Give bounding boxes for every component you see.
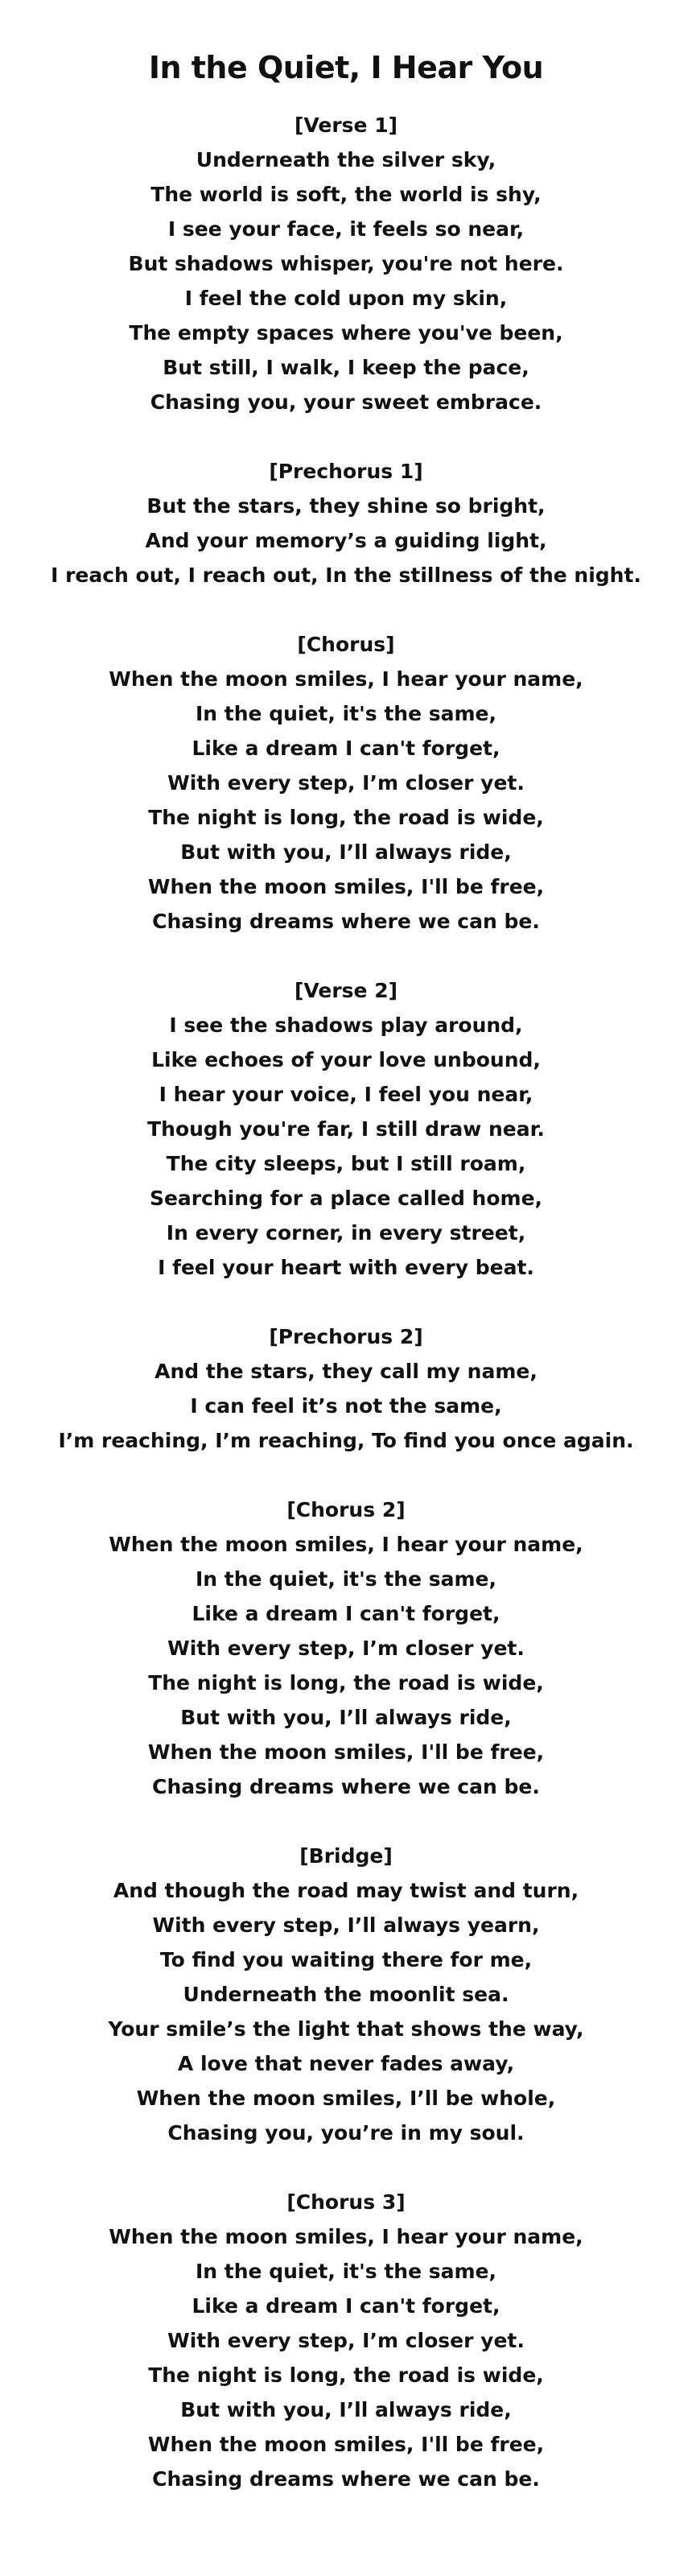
song-title: In the Quiet, I Hear You [148,50,544,85]
lyric-line: And though the road may twist and turn, [113,1879,579,1902]
lyric-line: Like a dream I can't forget, [192,1602,500,1625]
lyric-line: Chasing dreams where we can be. [152,1775,540,1798]
lyric-line: But with you, I’ll always ride, [180,1706,512,1729]
lyric-line: But still, I walk, I keep the pace, [163,356,529,379]
section-heading: [Prechorus 2] [269,1325,423,1348]
lyric-line: With every step, I’m closer yet. [167,2329,525,2352]
section-heading: [Bridge] [299,1844,393,1868]
lyrics-body [0,108,692,2496]
lyric-line: The empty spaces where you've been, [129,321,563,345]
lyric-line: Though you're far, I still draw near. [147,1117,545,1141]
lyric-line: When the moon smiles, I'll be free, [147,2433,545,2456]
lyric-line: And your memory’s a guiding light, [145,529,547,552]
lyric-line: I feel the cold upon my skin, [184,287,508,310]
lyric-line: In the quiet, it's the same, [196,702,496,725]
lyrics-section [0,973,692,1285]
lyric-line: Searching for a place called home, [149,1187,543,1210]
lyric-line: I’m reaching, I’m reaching, To find you once again. [58,1429,634,1452]
lyric-line: The night is long, the road is wide, [148,1671,544,1695]
lyric-line: In the quiet, it's the same, [196,1567,496,1591]
lyric-line: But the stars, they shine so bright, [146,494,546,518]
section-heading: [Verse 1] [294,114,398,137]
lyric-line: Your smile’s the light that shows the way, [108,2017,584,2041]
lyric-line: In the quiet, it's the same, [196,2260,496,2283]
lyrics-section [0,1492,692,1804]
lyric-line: The night is long, the road is wide, [148,806,544,829]
lyric-line: Like a dream I can't forget, [192,2294,500,2318]
lyric-line: I see the shadows play around, [169,1013,523,1037]
lyric-line: When the moon smiles, I'll be free, [147,1740,545,1764]
lyric-line: Underneath the moonlit sea. [183,1983,509,2006]
lyric-line: I can feel it’s not the same, [190,1394,502,1418]
lyrics-section [0,1319,692,1458]
lyric-line: When the moon smiles, I hear your name, [109,667,583,691]
lyric-line: But with you, I’ll always ride, [180,2398,512,2421]
lyrics-section [0,454,692,592]
section-heading: [Chorus 2] [286,1498,406,1521]
lyric-line: When the moon smiles, I'll be free, [147,875,545,898]
lyric-line: When the moon smiles, I’ll be whole, [136,2087,556,2110]
lyric-line: Chasing you, you’re in my soul. [167,2121,525,2145]
lyric-line: And the stars, they call my name, [154,1360,538,1383]
lyric-line: Like a dream I can't forget, [192,737,500,760]
lyric-line: When the moon smiles, I hear your name, [109,2225,583,2248]
lyrics-section [0,627,692,939]
lyric-line: When the moon smiles, I hear your name, [109,1533,583,1556]
lyrics-section [0,2185,692,2496]
lyric-line: Like echoes of your love unbound, [151,1048,541,1071]
lyric-line: With every step, I’m closer yet. [167,1637,525,1660]
lyric-line: In every corner, in every street, [166,1221,526,1245]
lyric-line: The city sleeps, but I still roam, [166,1152,526,1175]
lyric-line: But with you, I’ll always ride, [180,840,512,864]
lyric-line: Chasing dreams where we can be. [152,2467,540,2491]
section-heading: [Verse 2] [294,979,398,1002]
lyric-line: Chasing dreams where we can be. [152,910,540,933]
section-heading: [Chorus 3] [286,2190,406,2214]
lyric-line: I reach out, I reach out, In the stillness of the night. [51,564,641,587]
lyric-line: With every step, I’m closer yet. [167,771,525,795]
lyric-line: I feel your heart with every beat. [158,1256,534,1279]
lyric-line: But shadows whisper, you're not here. [128,252,564,275]
lyric-line: To find you waiting there for me, [159,1948,533,1971]
lyric-line: The world is soft, the world is shy, [150,183,542,206]
lyric-line: Underneath the silver sky, [196,148,496,171]
section-heading: [Chorus] [297,633,395,656]
lyric-line: With every step, I’ll always yearn, [152,1913,540,1937]
lyric-line: I hear your voice, I feel you near, [159,1083,533,1106]
lyric-line: The night is long, the road is wide, [148,2363,544,2387]
lyrics-section [0,108,692,419]
lyrics-section [0,1839,692,2150]
lyric-line: I see your face, it feels so near, [167,217,525,241]
lyric-line: Chasing you, your sweet embrace. [150,390,542,414]
section-heading: [Prechorus 1] [269,460,423,483]
lyric-line: A love that never fades away, [177,2052,515,2075]
